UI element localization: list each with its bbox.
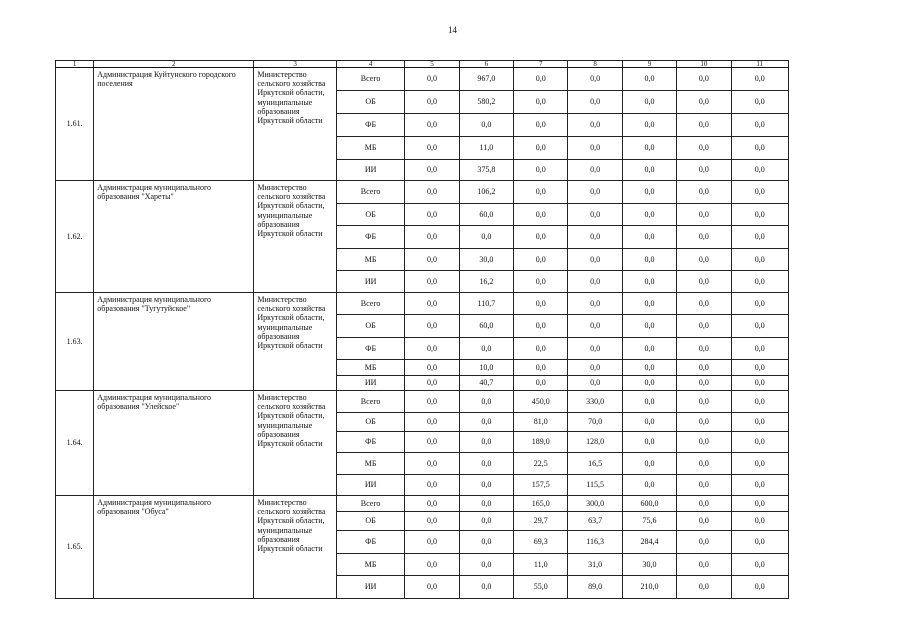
column-header-3: 3 bbox=[254, 61, 337, 68]
value-cell-col-8: 128,0 bbox=[568, 432, 622, 453]
value-cell-col-7: 0,0 bbox=[514, 315, 568, 338]
value-cell-col-6: 0,0 bbox=[459, 338, 513, 360]
value-cell-col-5: 0,0 bbox=[405, 315, 459, 338]
ministry-cell: Министерство сельского хозяйства Иркутской области, муниципальные образования Иркутской области bbox=[254, 293, 337, 391]
value-cell-col-11: 0,0 bbox=[731, 204, 789, 226]
row-number: 1.65. bbox=[56, 496, 94, 599]
value-cell-col-6: 0,0 bbox=[459, 512, 513, 531]
value-cell-col-5: 0,0 bbox=[405, 413, 459, 432]
value-cell-col-11: 0,0 bbox=[731, 68, 789, 91]
value-cell-col-11: 0,0 bbox=[731, 160, 789, 181]
value-cell-col-11: 0,0 bbox=[731, 360, 789, 376]
fund-source-cell: Всего bbox=[336, 181, 404, 204]
value-cell-col-8: 0,0 bbox=[568, 226, 622, 249]
value-cell-col-9: 0,0 bbox=[622, 68, 676, 91]
row-number: 1.63. bbox=[56, 293, 94, 391]
table-row bbox=[56, 496, 789, 512]
value-cell-col-5: 0,0 bbox=[405, 391, 459, 413]
fund-source-cell: ИИ bbox=[336, 160, 404, 181]
value-cell-col-8: 89,0 bbox=[568, 576, 622, 599]
value-cell-col-8: 300,0 bbox=[568, 496, 622, 512]
value-cell-col-10: 0,0 bbox=[677, 531, 731, 554]
value-cell-col-9: 0,0 bbox=[622, 453, 676, 475]
value-cell-col-11: 0,0 bbox=[731, 91, 789, 114]
value-cell-col-7: 0,0 bbox=[514, 360, 568, 376]
value-cell-col-10: 0,0 bbox=[677, 68, 731, 91]
value-cell-col-9: 0,0 bbox=[622, 181, 676, 204]
value-cell-col-5: 0,0 bbox=[405, 271, 459, 293]
value-cell-col-6: 0,0 bbox=[459, 475, 513, 496]
value-cell-col-11: 0,0 bbox=[731, 249, 789, 271]
value-cell-col-10: 0,0 bbox=[677, 475, 731, 496]
value-cell-col-5: 0,0 bbox=[405, 249, 459, 271]
value-cell-col-11: 0,0 bbox=[731, 554, 789, 576]
fund-source-cell: ОБ bbox=[336, 315, 404, 338]
fund-source-cell: МБ bbox=[336, 360, 404, 376]
value-cell-col-5: 0,0 bbox=[405, 68, 459, 91]
row-number: 1.61. bbox=[56, 68, 94, 181]
value-cell-col-8: 16,5 bbox=[568, 453, 622, 475]
value-cell-col-5: 0,0 bbox=[405, 160, 459, 181]
fund-source-cell: ОБ bbox=[336, 204, 404, 226]
value-cell-col-7: 0,0 bbox=[514, 249, 568, 271]
fund-source-cell: ОБ bbox=[336, 91, 404, 114]
value-cell-col-10: 0,0 bbox=[677, 315, 731, 338]
value-cell-col-9: 0,0 bbox=[622, 360, 676, 376]
value-cell-col-8: 70,0 bbox=[568, 413, 622, 432]
value-cell-col-7: 0,0 bbox=[514, 68, 568, 91]
value-cell-col-7: 450,0 bbox=[514, 391, 568, 413]
fund-source-cell: МБ bbox=[336, 137, 404, 160]
value-cell-col-7: 165,0 bbox=[514, 496, 568, 512]
value-cell-col-10: 0,0 bbox=[677, 271, 731, 293]
value-cell-col-8: 0,0 bbox=[568, 293, 622, 315]
ministry-cell: Министерство сельского хозяйства Иркутской области, муниципальные образования Иркутской области bbox=[254, 496, 337, 599]
value-cell-col-5: 0,0 bbox=[405, 576, 459, 599]
table-row bbox=[56, 181, 789, 204]
value-cell-col-5: 0,0 bbox=[405, 512, 459, 531]
value-cell-col-11: 0,0 bbox=[731, 226, 789, 249]
executor-cell: Администрация муниципального образования "Обуса" bbox=[94, 496, 254, 599]
column-header-row bbox=[56, 61, 789, 68]
fund-source-cell: МБ bbox=[336, 453, 404, 475]
value-cell-col-7: 189,0 bbox=[514, 432, 568, 453]
value-cell-col-10: 0,0 bbox=[677, 249, 731, 271]
value-cell-col-10: 0,0 bbox=[677, 413, 731, 432]
page-number: 14 bbox=[448, 25, 457, 35]
value-cell-col-5: 0,0 bbox=[405, 91, 459, 114]
value-cell-col-10: 0,0 bbox=[677, 181, 731, 204]
value-cell-col-5: 0,0 bbox=[405, 496, 459, 512]
value-cell-col-9: 0,0 bbox=[622, 249, 676, 271]
value-cell-col-11: 0,0 bbox=[731, 576, 789, 599]
value-cell-col-11: 0,0 bbox=[731, 315, 789, 338]
value-cell-col-6: 0,0 bbox=[459, 432, 513, 453]
value-cell-col-7: 0,0 bbox=[514, 114, 568, 137]
value-cell-col-10: 0,0 bbox=[677, 137, 731, 160]
value-cell-col-8: 0,0 bbox=[568, 338, 622, 360]
value-cell-col-6: 60,0 bbox=[459, 315, 513, 338]
value-cell-col-8: 0,0 bbox=[568, 204, 622, 226]
column-header-11: 11 bbox=[731, 61, 789, 68]
value-cell-col-10: 0,0 bbox=[677, 226, 731, 249]
column-header-7: 7 bbox=[514, 61, 568, 68]
value-cell-col-8: 0,0 bbox=[568, 376, 622, 391]
value-cell-col-7: 11,0 bbox=[514, 554, 568, 576]
column-header-9: 9 bbox=[622, 61, 676, 68]
value-cell-col-9: 210,0 bbox=[622, 576, 676, 599]
value-cell-col-5: 0,0 bbox=[405, 360, 459, 376]
value-cell-col-7: 0,0 bbox=[514, 338, 568, 360]
value-cell-col-8: 0,0 bbox=[568, 360, 622, 376]
value-cell-col-6: 0,0 bbox=[459, 391, 513, 413]
value-cell-col-9: 0,0 bbox=[622, 432, 676, 453]
value-cell-col-11: 0,0 bbox=[731, 531, 789, 554]
executor-cell: Администрация муниципального образования "Тугутуйское" bbox=[94, 293, 254, 391]
value-cell-col-5: 0,0 bbox=[405, 531, 459, 554]
value-cell-col-8: 0,0 bbox=[568, 68, 622, 91]
value-cell-col-10: 0,0 bbox=[677, 360, 731, 376]
fund-source-cell: ОБ bbox=[336, 512, 404, 531]
fund-source-cell: ИИ bbox=[336, 475, 404, 496]
fund-source-cell: ФБ bbox=[336, 226, 404, 249]
executor-cell: Администрация Куйтунского городского поселения bbox=[94, 68, 254, 181]
value-cell-col-11: 0,0 bbox=[731, 512, 789, 531]
fund-source-cell: ИИ bbox=[336, 271, 404, 293]
value-cell-col-8: 0,0 bbox=[568, 315, 622, 338]
value-cell-col-9: 600,0 bbox=[622, 496, 676, 512]
value-cell-col-11: 0,0 bbox=[731, 293, 789, 315]
value-cell-col-7: 0,0 bbox=[514, 293, 568, 315]
value-cell-col-11: 0,0 bbox=[731, 453, 789, 475]
value-cell-col-9: 284,4 bbox=[622, 531, 676, 554]
value-cell-col-6: 0,0 bbox=[459, 114, 513, 137]
row-number: 1.64. bbox=[56, 391, 94, 496]
value-cell-col-8: 63,7 bbox=[568, 512, 622, 531]
value-cell-col-7: 0,0 bbox=[514, 91, 568, 114]
fund-source-cell: Всего bbox=[336, 391, 404, 413]
value-cell-col-10: 0,0 bbox=[677, 160, 731, 181]
value-cell-col-5: 0,0 bbox=[405, 376, 459, 391]
value-cell-col-5: 0,0 bbox=[405, 181, 459, 204]
value-cell-col-10: 0,0 bbox=[677, 432, 731, 453]
value-cell-col-5: 0,0 bbox=[405, 338, 459, 360]
value-cell-col-7: 0,0 bbox=[514, 137, 568, 160]
value-cell-col-9: 0,0 bbox=[622, 114, 676, 137]
value-cell-col-7: 69,3 bbox=[514, 531, 568, 554]
value-cell-col-5: 0,0 bbox=[405, 114, 459, 137]
value-cell-col-9: 0,0 bbox=[622, 391, 676, 413]
value-cell-col-7: 29,7 bbox=[514, 512, 568, 531]
value-cell-col-6: 0,0 bbox=[459, 496, 513, 512]
value-cell-col-11: 0,0 bbox=[731, 475, 789, 496]
value-cell-col-6: 110,7 bbox=[459, 293, 513, 315]
value-cell-col-6: 16,2 bbox=[459, 271, 513, 293]
value-cell-col-10: 0,0 bbox=[677, 114, 731, 137]
value-cell-col-8: 31,0 bbox=[568, 554, 622, 576]
value-cell-col-9: 0,0 bbox=[622, 160, 676, 181]
value-cell-col-11: 0,0 bbox=[731, 114, 789, 137]
value-cell-col-5: 0,0 bbox=[405, 554, 459, 576]
ministry-cell: Министерство сельского хозяйства Иркутской области, муниципальные образования Иркутской области bbox=[254, 391, 337, 496]
value-cell-col-9: 0,0 bbox=[622, 137, 676, 160]
fund-source-cell: ФБ bbox=[336, 531, 404, 554]
row-number: 1.62. bbox=[56, 181, 94, 293]
fund-source-cell: МБ bbox=[336, 554, 404, 576]
value-cell-col-11: 0,0 bbox=[731, 181, 789, 204]
value-cell-col-7: 0,0 bbox=[514, 204, 568, 226]
value-cell-col-5: 0,0 bbox=[405, 432, 459, 453]
value-cell-col-8: 0,0 bbox=[568, 137, 622, 160]
value-cell-col-10: 0,0 bbox=[677, 512, 731, 531]
value-cell-col-6: 106,2 bbox=[459, 181, 513, 204]
fund-source-cell: Всего bbox=[336, 496, 404, 512]
value-cell-col-7: 0,0 bbox=[514, 376, 568, 391]
value-cell-col-7: 0,0 bbox=[514, 226, 568, 249]
value-cell-col-7: 81,0 bbox=[514, 413, 568, 432]
ministry-cell: Министерство сельского хозяйства Иркутской области, муниципальные образования Иркутской области bbox=[254, 68, 337, 181]
value-cell-col-6: 60,0 bbox=[459, 204, 513, 226]
value-cell-col-9: 0,0 bbox=[622, 475, 676, 496]
value-cell-col-11: 0,0 bbox=[731, 376, 789, 391]
value-cell-col-6: 0,0 bbox=[459, 413, 513, 432]
column-header-4: 4 bbox=[336, 61, 404, 68]
table-row bbox=[56, 68, 789, 91]
value-cell-col-9: 0,0 bbox=[622, 204, 676, 226]
fund-source-cell: ИИ bbox=[336, 576, 404, 599]
value-cell-col-9: 0,0 bbox=[622, 271, 676, 293]
value-cell-col-11: 0,0 bbox=[731, 137, 789, 160]
fund-source-cell: ИИ bbox=[336, 376, 404, 391]
value-cell-col-9: 0,0 bbox=[622, 338, 676, 360]
value-cell-col-10: 0,0 bbox=[677, 391, 731, 413]
executor-cell: Администрация муниципального образования "Хареты" bbox=[94, 181, 254, 293]
table-row bbox=[56, 293, 789, 315]
value-cell-col-7: 22,5 bbox=[514, 453, 568, 475]
ministry-cell: Министерство сельского хозяйства Иркутской области, муниципальные образования Иркутской области bbox=[254, 181, 337, 293]
value-cell-col-11: 0,0 bbox=[731, 391, 789, 413]
fund-source-cell: ФБ bbox=[336, 338, 404, 360]
value-cell-col-10: 0,0 bbox=[677, 338, 731, 360]
fund-source-cell: Всего bbox=[336, 68, 404, 91]
column-header-10: 10 bbox=[677, 61, 731, 68]
value-cell-col-10: 0,0 bbox=[677, 204, 731, 226]
table-row bbox=[56, 391, 789, 413]
value-cell-col-6: 0,0 bbox=[459, 531, 513, 554]
fund-source-cell: Всего bbox=[336, 293, 404, 315]
value-cell-col-11: 0,0 bbox=[731, 413, 789, 432]
value-cell-col-5: 0,0 bbox=[405, 137, 459, 160]
value-cell-col-6: 0,0 bbox=[459, 554, 513, 576]
value-cell-col-6: 40,7 bbox=[459, 376, 513, 391]
value-cell-col-9: 0,0 bbox=[622, 315, 676, 338]
value-cell-col-10: 0,0 bbox=[677, 376, 731, 391]
value-cell-col-9: 30,0 bbox=[622, 554, 676, 576]
value-cell-col-8: 0,0 bbox=[568, 160, 622, 181]
value-cell-col-6: 10,0 bbox=[459, 360, 513, 376]
value-cell-col-10: 0,0 bbox=[677, 554, 731, 576]
value-cell-col-7: 55,0 bbox=[514, 576, 568, 599]
value-cell-col-8: 115,5 bbox=[568, 475, 622, 496]
value-cell-col-9: 0,0 bbox=[622, 293, 676, 315]
value-cell-col-5: 0,0 bbox=[405, 226, 459, 249]
value-cell-col-7: 0,0 bbox=[514, 160, 568, 181]
value-cell-col-6: 580,2 bbox=[459, 91, 513, 114]
value-cell-col-9: 0,0 bbox=[622, 376, 676, 391]
value-cell-col-10: 0,0 bbox=[677, 293, 731, 315]
column-header-6: 6 bbox=[459, 61, 513, 68]
value-cell-col-6: 0,0 bbox=[459, 576, 513, 599]
value-cell-col-10: 0,0 bbox=[677, 576, 731, 599]
value-cell-col-8: 0,0 bbox=[568, 271, 622, 293]
value-cell-col-7: 0,0 bbox=[514, 271, 568, 293]
value-cell-col-8: 0,0 bbox=[568, 249, 622, 271]
value-cell-col-9: 0,0 bbox=[622, 413, 676, 432]
value-cell-col-8: 330,0 bbox=[568, 391, 622, 413]
value-cell-col-8: 0,0 bbox=[568, 181, 622, 204]
value-cell-col-6: 11,0 bbox=[459, 137, 513, 160]
executor-cell: Администрация муниципального образования "Улейское" bbox=[94, 391, 254, 496]
value-cell-col-11: 0,0 bbox=[731, 432, 789, 453]
value-cell-col-10: 0,0 bbox=[677, 496, 731, 512]
value-cell-col-8: 0,0 bbox=[568, 114, 622, 137]
value-cell-col-8: 116,3 bbox=[568, 531, 622, 554]
value-cell-col-8: 0,0 bbox=[568, 91, 622, 114]
value-cell-col-5: 0,0 bbox=[405, 475, 459, 496]
column-header-2: 2 bbox=[94, 61, 254, 68]
value-cell-col-6: 967,0 bbox=[459, 68, 513, 91]
column-header-5: 5 bbox=[405, 61, 459, 68]
budget-table bbox=[55, 60, 789, 599]
value-cell-col-11: 0,0 bbox=[731, 496, 789, 512]
value-cell-col-6: 0,0 bbox=[459, 226, 513, 249]
value-cell-col-6: 0,0 bbox=[459, 453, 513, 475]
fund-source-cell: ОБ bbox=[336, 413, 404, 432]
column-header-1: 1 bbox=[56, 61, 94, 68]
value-cell-col-5: 0,0 bbox=[405, 453, 459, 475]
fund-source-cell: ФБ bbox=[336, 432, 404, 453]
fund-source-cell: МБ bbox=[336, 249, 404, 271]
column-header-8: 8 bbox=[568, 61, 622, 68]
value-cell-col-6: 30,0 bbox=[459, 249, 513, 271]
value-cell-col-7: 0,0 bbox=[514, 181, 568, 204]
fund-source-cell: ФБ bbox=[336, 114, 404, 137]
value-cell-col-9: 75,6 bbox=[622, 512, 676, 531]
value-cell-col-11: 0,0 bbox=[731, 271, 789, 293]
value-cell-col-6: 375,8 bbox=[459, 160, 513, 181]
value-cell-col-5: 0,0 bbox=[405, 293, 459, 315]
value-cell-col-9: 0,0 bbox=[622, 226, 676, 249]
value-cell-col-5: 0,0 bbox=[405, 204, 459, 226]
value-cell-col-9: 0,0 bbox=[622, 91, 676, 114]
value-cell-col-11: 0,0 bbox=[731, 338, 789, 360]
value-cell-col-10: 0,0 bbox=[677, 453, 731, 475]
value-cell-col-7: 157,5 bbox=[514, 475, 568, 496]
value-cell-col-10: 0,0 bbox=[677, 91, 731, 114]
